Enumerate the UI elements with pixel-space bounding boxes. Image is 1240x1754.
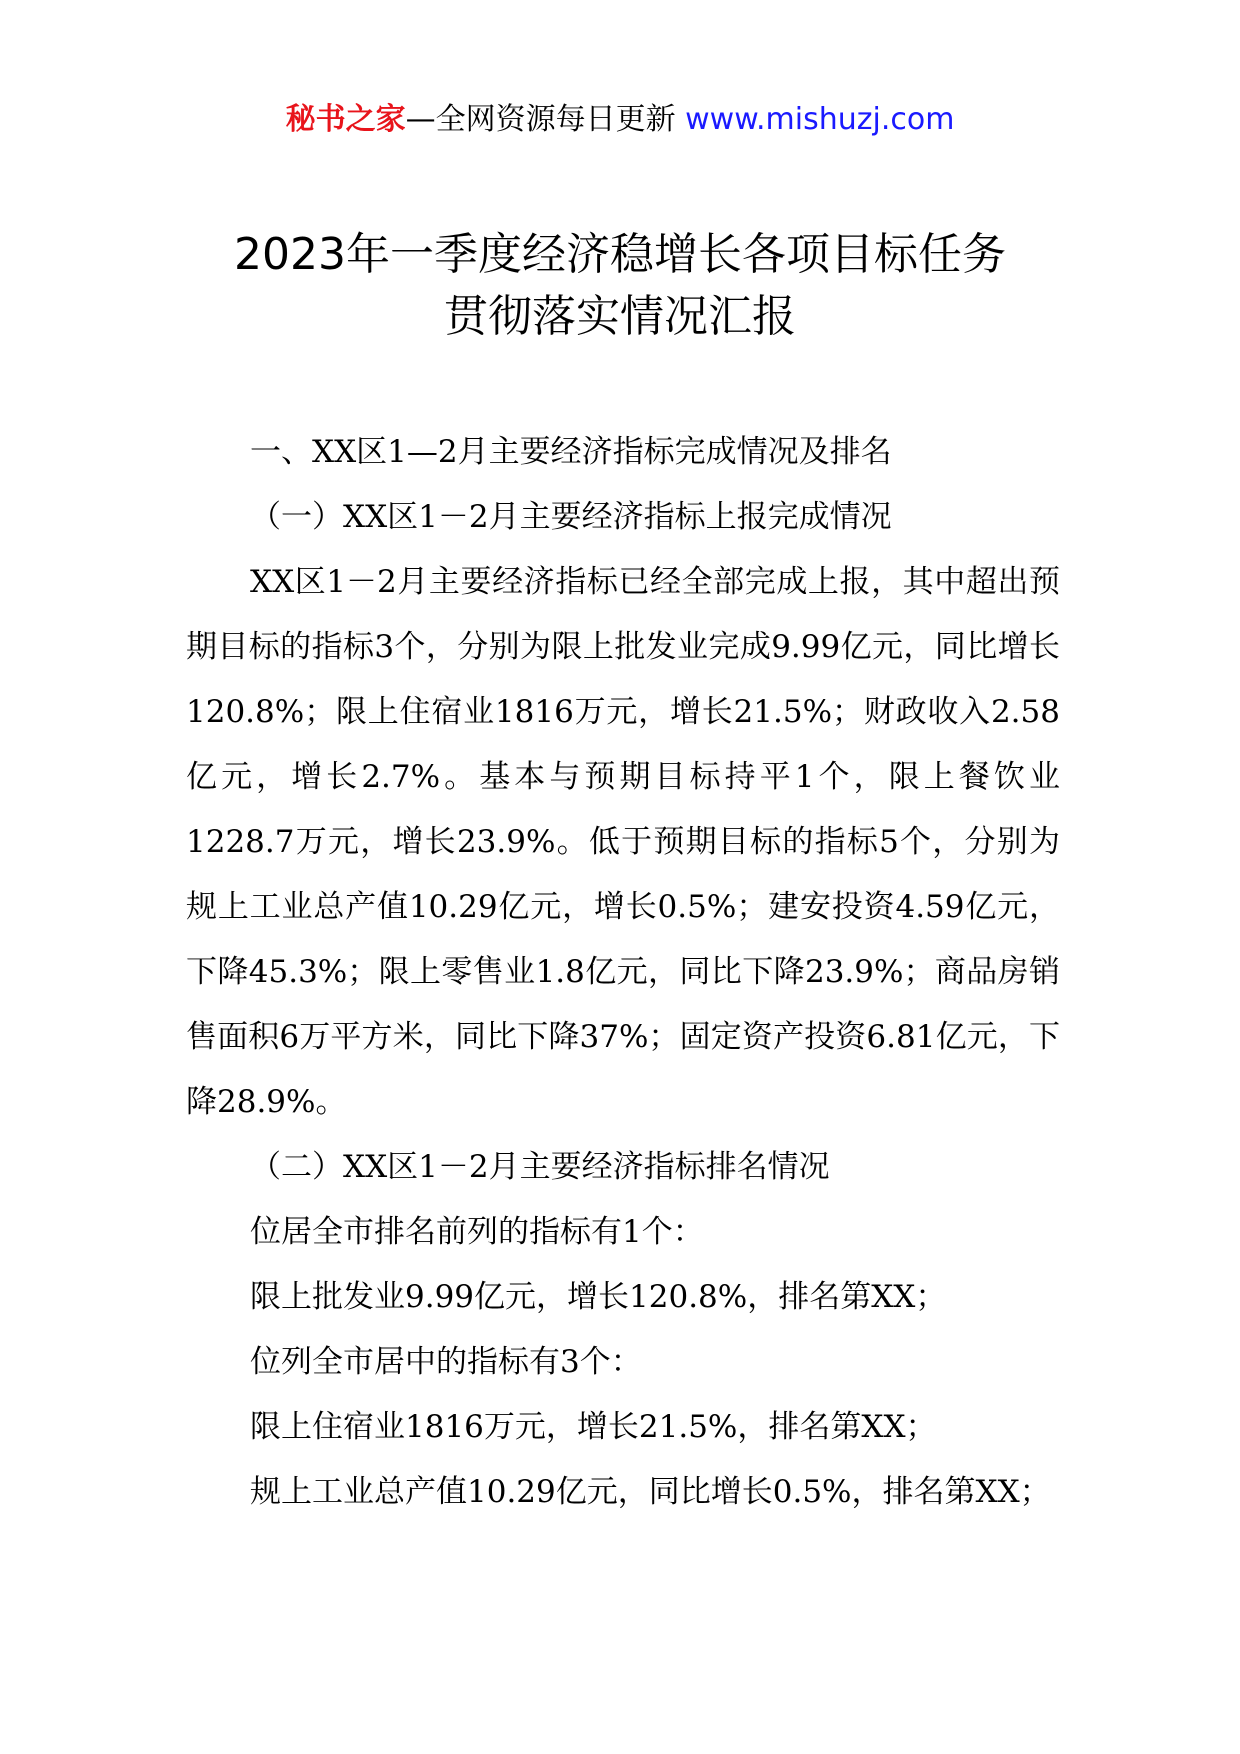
document-body (186, 420, 1060, 1525)
site-header (0, 100, 1240, 140)
ranking-line-2: 限上批发业9.99亿元，增长120.8%，排名第XX； (250, 1279, 947, 1315)
title-line-1: 2023年一季度经济稳增长各项目标任务 (234, 229, 1006, 280)
brand-name: 秘书之家 (285, 102, 406, 137)
document-title (0, 224, 1240, 348)
section-1-heading: 一、XX区1—2月主要经济指标完成情况及排名 (250, 434, 892, 470)
ranking-line-4: 限上住宿业1816万元，增长21.5%，排名第XX； (250, 1409, 937, 1445)
subsection-1-heading: （一）XX区1－2月主要经济指标上报完成情况 (250, 499, 892, 535)
paragraph-1: XX区1－2月主要经济指标已经全部完成上报，其中超出预期目标的指标3个，分别为限上批发业完成9.99亿元，同比增长120.8%；限上住宿业1816万元，增长21.5%；财政收入2.58亿元，增长2.7%。基本与预期目标持平1个，限上餐饮业1228.7万元，增长23.9%。低于预期目标的指标5个，分别为规上工业总产值10.29亿元，增长0.5%；建安投资4.59亿元，下降45.3%；限上零售业1.8亿元，同比下降23.9%；商品房销售面积6万平方米，同比下降37%；固定资产投资6.81亿元，下降28.9%。 (186, 564, 1060, 1120)
subsection-2-heading: （二）XX区1－2月主要经济指标排名情况 (250, 1149, 830, 1185)
ranking-line-1: 位居全市排名前列的指标有1个： (250, 1214, 704, 1250)
ranking-line-3: 位列全市居中的指标有3个： (250, 1344, 642, 1380)
site-url-link[interactable]: www.mishuzj.com (685, 102, 955, 137)
slogan: —全网资源每日更新 (405, 102, 686, 137)
title-line-2: 贯彻落实情况汇报 (444, 291, 796, 342)
ranking-line-5: 规上工业总产值10.29亿元，同比增长0.5%，排名第XX； (250, 1474, 1051, 1510)
